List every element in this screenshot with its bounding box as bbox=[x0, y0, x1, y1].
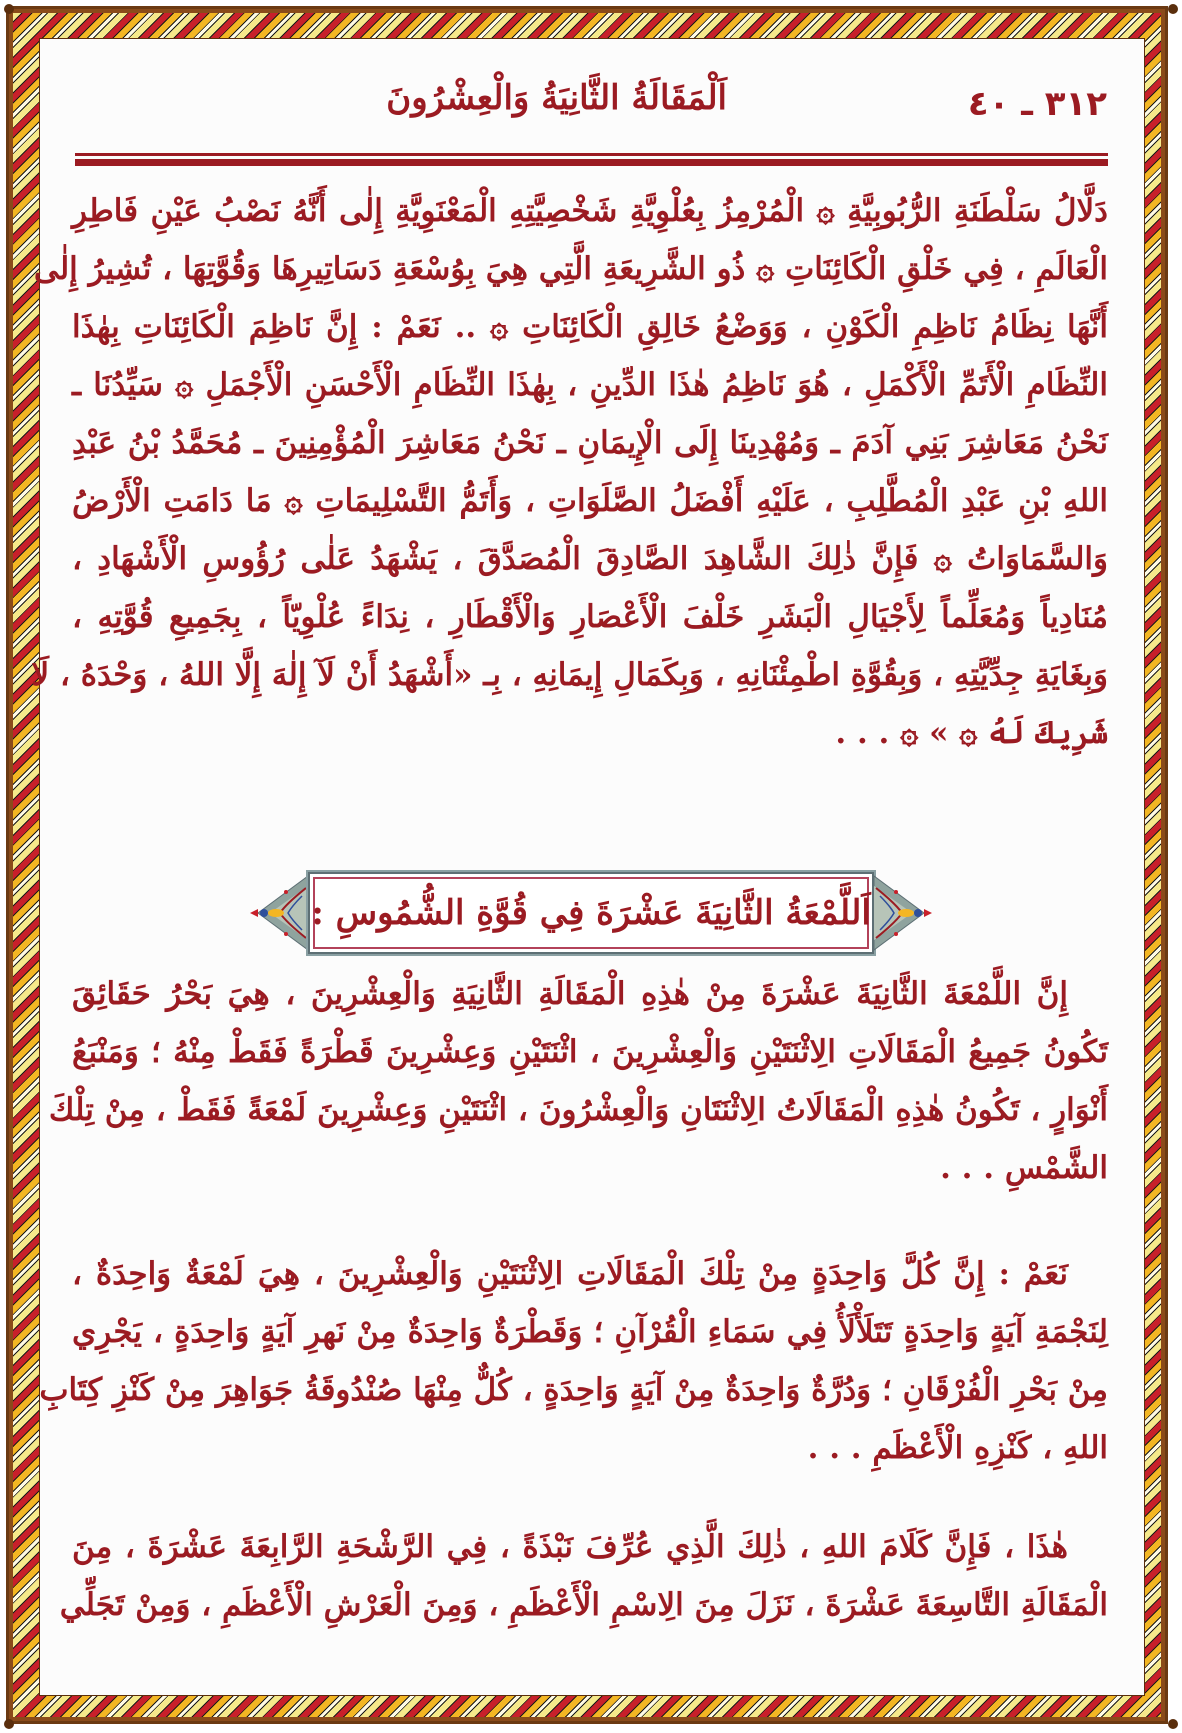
text-line: أَنَّهَا نِظَامُ نَاظِمِ الْكَوْنِ ، وَوَضْعُ خَالِقِ الْكَائِنَاتِ ۞ .. نَعَمْ : إِنَّ نَاظِمَ الْكَائِنَاتِ بِهٰذَا bbox=[72, 309, 1108, 345]
text-line: تَكُونُ جَمِيعُ الْمَقَالَاتِ الِاثْنَتَيْنِ وَالْعِشْرِينَ ، اثْنَتَيْنِ وَعِشْرِينَ قَطْرَةً فَقَطْ مِنْهُ ؛ وَمَنْبَعُ bbox=[72, 1034, 1108, 1070]
paragraph-4 bbox=[59, 1518, 1108, 1634]
text-line: وَالسَّمَاوَاتُ ۞ فَإِنَّ ذٰلِكَ الشَّاهِدَ الصَّادِقَ الْمُصَدَّقَ ، يَشْهَدُ عَلٰى رُؤُوسِ الْأَشْهَادِ ، bbox=[72, 541, 1108, 577]
text-line: إِنَّ اللَّمْعَةَ الثَّانِيَةَ عَشْرَةَ مِنْ هٰذِهِ الْمَقَالَةِ الثَّانِيَةِ وَالْعِشْرِينَ ، هِيَ بَحْرُ حَقَائِقَ bbox=[72, 976, 1068, 1012]
text-line: نَحْنُ مَعَاشِرَ بَنِي آدَمَ ـ وَمُهْدِينَا إِلَى الْإِيمَانِ ـ نَحْنُ مَعَاشِرَ الْمُؤْمِنِينَ ـ مُحَمَّدُ بْنُ عَبْدِ bbox=[72, 425, 1108, 461]
text-line: اللهِ بْنِ عَبْدِ الْمُطَّلِبِ ، عَلَيْهِ أَفْضَلُ الصَّلَوَاتِ ، وَأَتَمُّ التَّسْلِيمَاتِ ۞ مَا دَامَتِ الْأَرْضُ bbox=[72, 483, 1108, 519]
paragraph-2 bbox=[48, 965, 1108, 1197]
text-line: نَعَمْ : إِنَّ كُلَّ وَاحِدَةٍ مِنْ تِلْكَ الْمَقَالَاتِ الِاثْنَتَيْنِ وَالْعِشْرِينَ ، هِيَ لَمْعَةٌ وَاحِدَةٌ ، bbox=[72, 1256, 1068, 1292]
running-header bbox=[75, 78, 1107, 138]
header-rule-thin bbox=[75, 153, 1108, 156]
text-line: لِنَجْمَةِ آيَةٍ وَاحِدَةٍ تَتَلَأْلَأُ فِي سَمَاءِ الْقُرْآنِ ؛ وَقَطْرَةٌ وَاحِدَةٌ مِنْ نَهرِ آيَةٍ وَاحِدَةٍ ، يَجْرِي bbox=[72, 1314, 1108, 1350]
text-line: أَنْوَارٍ ، تَكُونُ هٰذِهِ الْمَقَالَاتُ الِاثْنَتَانِ وَالْعِشْرُونَ ، اثْنَتَيْنِ وَعِشْرِينَ لَمْعَةً فَقَطْ ، مِنْ تِلْكَ bbox=[48, 1092, 1108, 1128]
ornament-finial-left-icon bbox=[236, 874, 308, 952]
section-heading: اَللَّمْعَةُ الثَّانِيَةَ عَشْرَةَ فِي قُوَّةِ الشُّمُوسِ : bbox=[308, 872, 874, 954]
text-line: مُنَادِياً وَمُعَلِّماً لِأَجْيَالِ الْبَشَرِ خَلْفَ الْأَعْصَارِ وَالْأَقْطَارِ ، نِدَاءً عُلْوِيّاً ، بِجَمِيعِ قُوَّتِهِ ، bbox=[72, 599, 1108, 635]
corner-knob-top-left bbox=[4, 4, 14, 14]
corner-knob-bottom-right bbox=[1168, 1719, 1178, 1729]
header-title: اَلْمَقَالَةُ الثَّانِيَةُ وَالْعِشْرُونَ bbox=[386, 78, 727, 118]
text-line: هٰذَا ، فَإِنَّ كَلَامَ اللهِ ، ذٰلِكَ الَّذِي عُرِّفَ نَبْذَةً ، فِي الرَّشْحَةِ الرَّابِعَةَ عَشْرَةَ ، مِنَ bbox=[72, 1529, 1068, 1565]
text-line: مِنْ بَحْرِ الْفُرْقَانِ ؛ وَدُرَّةٌ وَاحِدَةٌ مِنْ آيَةٍ وَاحِدَةٍ ، كُلٌّ مِنْهَا صُنْدُوقَةُ جَوَاهِرَ مِنْ كَنْزِ كِتَابِ bbox=[39, 1372, 1108, 1408]
text-line: وَبِغَايَةِ جِدِّيَّتِهِ ، وَبِقُوَّةِ اطْمِئْنَانِهِ ، وَبِكَمَالِ إِيمَانِهِ ، بِـ «أَشْهَدُ أَنْ لَآ إِلٰهَ إِلَّا اللهُ ، وَحْدَهُ ، لَا bbox=[31, 657, 1108, 693]
text-line: الْمَقَالَةِ التَّاسِعَةَ عَشْرَةَ ، نَزَلَ مِنَ الِاسْمِ الْأَعْظَمِ ، وَمِنَ الْعَرْشِ الْأَعْظَمِ ، وَمِنْ تَجَلِّي bbox=[59, 1587, 1108, 1623]
section-heading-cartouche bbox=[236, 868, 946, 958]
text-line: الشَّمْسِ . . . bbox=[940, 1150, 1108, 1186]
text-line: النِّظَامِ الْأَتَمِّ الْأَكْمَلِ ، هُوَ نَاظِمُ هٰذَا الدِّينِ ، بِهٰذَا النِّظَامِ الْأَحْسَنِ الْأَجْمَلِ ۞ سَيِّدُنَا ـ bbox=[72, 367, 1108, 403]
page-number: ٣١٢ ـ ٤٠ bbox=[967, 84, 1107, 124]
corner-knob-bottom-left bbox=[4, 1719, 14, 1729]
text-line: دَلَّالُ سَلْطَنَةِ الرُّبُوبِيَّةِ ۞ الْمُرْمِزُ بِعُلْوِيَّةِ شَخْصِيَّتِهِ الْمَعْنَوِيَّةِ إِلٰى أَنَّهُ نَصْبُ عَيْنِ فَاطِرِ bbox=[72, 193, 1108, 229]
paragraph-1 bbox=[31, 182, 1108, 762]
text-line: الْعَالَمِ ، فِي خَلْقِ الْكَائِنَاتِ ۞ ذُو الشَّرِيعَةِ الَّتِي هِيَ بِوُسْعَةِ دَسَاتِيرِهَا وَقُوَّتِهَا ، تُشِيرُ إِلٰى bbox=[33, 251, 1108, 287]
header-rule-thick bbox=[75, 159, 1108, 166]
text-line: شَرِيكَ لَهُ ۞ » ۞ . . . bbox=[835, 715, 1108, 751]
corner-knob-top-right bbox=[1168, 4, 1178, 14]
text-line: اللهِ ، كَنْزِهِ الْأَعْظَمِ . . . bbox=[807, 1430, 1108, 1466]
header-double-rule bbox=[75, 153, 1108, 165]
ornament-finial-right-icon bbox=[874, 874, 946, 952]
paragraph-3 bbox=[39, 1245, 1108, 1477]
